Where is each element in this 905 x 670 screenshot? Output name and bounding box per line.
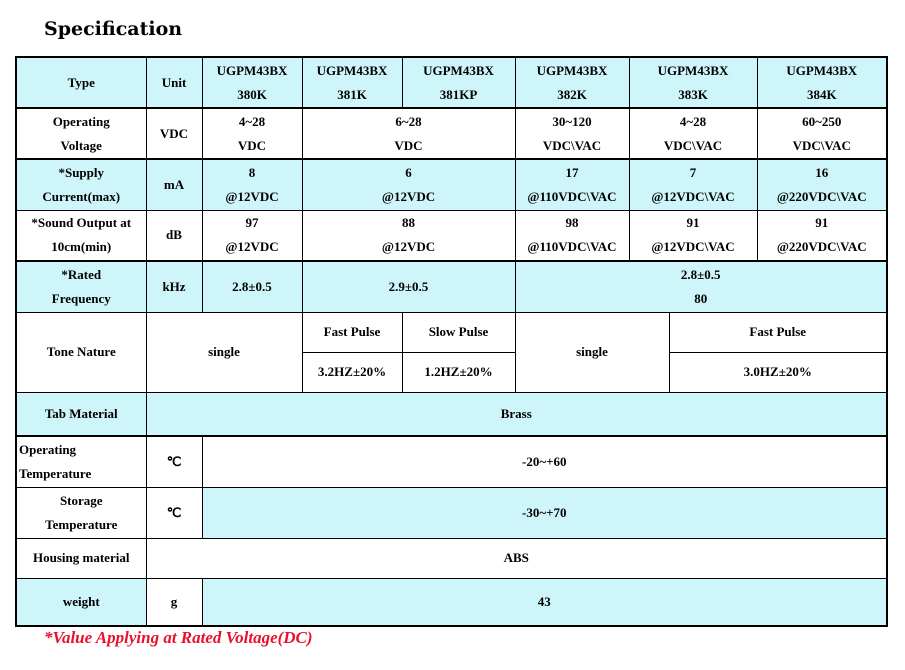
value-cell: single — [515, 312, 669, 392]
unit-header: Unit — [146, 57, 202, 108]
model-header: UGPM43BX 384K — [757, 57, 887, 108]
unit-cell: mA — [146, 159, 202, 210]
value-cell: 2.9±0.5 — [302, 261, 515, 312]
value-cell: 2.8±0.5 80 — [515, 261, 887, 312]
row-label: *Rated Frequency — [16, 261, 146, 312]
value-cell: 4~28 VDC\VAC — [629, 108, 757, 159]
value-cell: 30~120 VDC\VAC — [515, 108, 629, 159]
value-cell: Fast Pulse — [302, 312, 402, 352]
value-cell: 2.8±0.5 — [202, 261, 302, 312]
tone-nature-row — [16, 312, 887, 352]
row-label: Tone Nature — [16, 312, 146, 392]
value-cell: 4~28 VDC — [202, 108, 302, 159]
page-title: Specification — [44, 18, 183, 40]
value-cell: Fast Pulse — [669, 312, 887, 352]
model-header: UGPM43BX 381K — [302, 57, 402, 108]
value-cell: 91 @12VDC\VAC — [629, 210, 757, 261]
row-label: *Sound Output at 10cm(min) — [16, 210, 146, 261]
value-cell: 3.0HZ±20% — [669, 352, 887, 392]
row-label: weight — [16, 578, 146, 626]
unit-cell: dB — [146, 210, 202, 261]
value-cell: 8 @12VDC — [202, 159, 302, 210]
row-label: Storage Temperature — [16, 487, 146, 538]
type-header: Type — [16, 57, 146, 108]
tab-material-row — [16, 392, 887, 436]
value-cell: 60~250 VDC\VAC — [757, 108, 887, 159]
housing-material-row — [16, 538, 887, 578]
value-cell: 43 — [202, 578, 887, 626]
model-header: UGPM43BX 380K — [202, 57, 302, 108]
model-header: UGPM43BX 381KP — [402, 57, 515, 108]
value-cell: 6~28 VDC — [302, 108, 515, 159]
value-cell: single — [146, 312, 302, 392]
unit-cell: ℃ — [146, 487, 202, 538]
value-cell: 88 @12VDC — [302, 210, 515, 261]
value-cell: ABS — [146, 538, 887, 578]
value-cell: 17 @110VDC\VAC — [515, 159, 629, 210]
unit-cell: g — [146, 578, 202, 626]
value-cell: -20~+60 — [202, 436, 887, 487]
unit-cell: ℃ — [146, 436, 202, 487]
unit-cell: VDC — [146, 108, 202, 159]
value-cell: 7 @12VDC\VAC — [629, 159, 757, 210]
unit-cell: kHz — [146, 261, 202, 312]
value-cell: 3.2HZ±20% — [302, 352, 402, 392]
row-label: Operating Voltage — [16, 108, 146, 159]
value-cell: 16 @220VDC\VAC — [757, 159, 887, 210]
footnote: *Value Applying at Rated Voltage(DC) — [44, 628, 313, 647]
weight-row — [16, 578, 887, 626]
header-row — [16, 57, 887, 108]
sound-output-row — [16, 210, 887, 261]
row-label: *Supply Current(max) — [16, 159, 146, 210]
value-cell: 6 @12VDC — [302, 159, 515, 210]
row-label: Tab Material — [16, 392, 146, 436]
value-cell: 91 @220VDC\VAC — [757, 210, 887, 261]
supply-current-row — [16, 159, 887, 210]
value-cell: Slow Pulse — [402, 312, 515, 352]
operating-temperature-row — [16, 436, 887, 487]
operating-voltage-row — [16, 108, 887, 159]
model-header: UGPM43BX 383K — [629, 57, 757, 108]
model-header: UGPM43BX 382K — [515, 57, 629, 108]
value-cell: Brass — [146, 392, 887, 436]
rated-frequency-row — [16, 261, 887, 312]
value-cell: 98 @110VDC\VAC — [515, 210, 629, 261]
storage-temperature-row — [16, 487, 887, 538]
specification-table — [15, 56, 888, 627]
row-label: Housing material — [16, 538, 146, 578]
value-cell: 1.2HZ±20% — [402, 352, 515, 392]
row-label: Operating Temperature — [16, 436, 146, 487]
value-cell: 97 @12VDC — [202, 210, 302, 261]
value-cell: -30~+70 — [202, 487, 887, 538]
